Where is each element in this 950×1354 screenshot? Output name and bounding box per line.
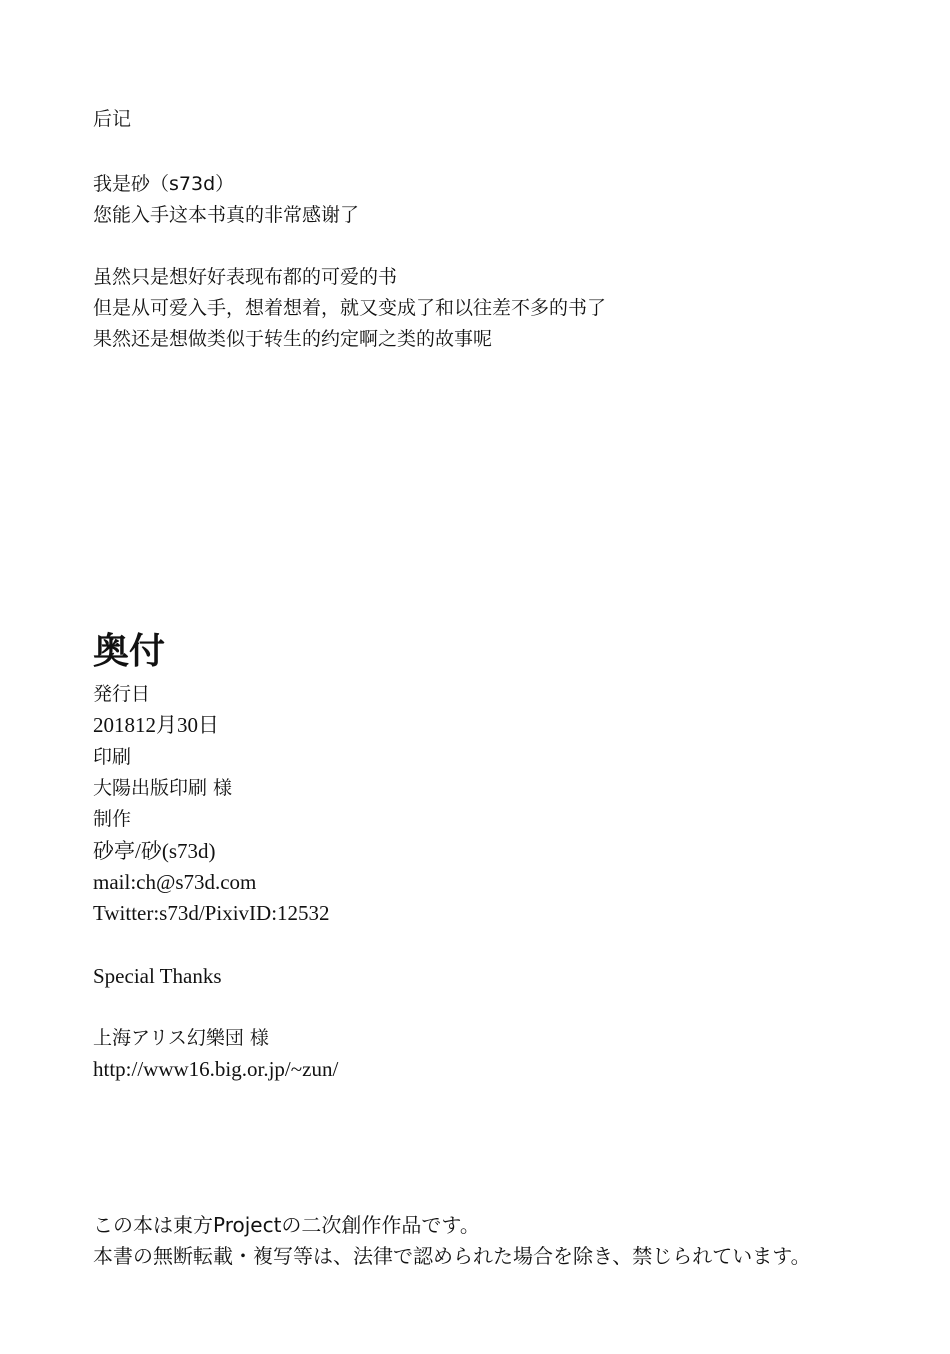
production-label: 制作	[93, 808, 132, 830]
mail-address: mail:ch@s73d.com	[93, 870, 257, 894]
colophon-title: 奥付	[93, 631, 166, 672]
notice-line-1: この本は東方Projectの二次創作作品です。	[93, 1213, 480, 1237]
thanks-name: 上海アリス幻樂団 様	[93, 1027, 269, 1049]
afterword-line: 果然还是想做类似于转生的约定啊之类的故事呢	[93, 328, 493, 350]
author-name: 砂亭/砂(s73d)	[93, 839, 216, 863]
thanks-url: http://www16.big.or.jp/~zun/	[93, 1057, 339, 1081]
afterword-line: 但是从可爱入手，想着想着，就又变成了和以往差不多的书了	[93, 297, 607, 319]
afterword-line: 虽然只是想好好表现布都的可爱的书	[93, 266, 398, 288]
notice-line-2: 本書の無断転載・複写等は、法律で認められた場合を除き、禁じられています。	[93, 1244, 811, 1268]
issue-date-label: 発行日	[93, 683, 151, 705]
twitter-pixiv: Twitter:s73d/PixivID:12532	[93, 901, 330, 925]
printing-label: 印刷	[93, 746, 132, 768]
special-thanks-label: Special Thanks	[93, 964, 222, 988]
afterword-line: 我是砂（s73d）	[93, 173, 235, 195]
afterword-line: 您能入手这本书真的非常感谢了	[93, 204, 360, 226]
afterword-heading: 后记	[93, 108, 132, 130]
issue-date: 201812月30日	[93, 713, 219, 737]
printer-name: 大陽出版印刷 様	[93, 777, 233, 799]
